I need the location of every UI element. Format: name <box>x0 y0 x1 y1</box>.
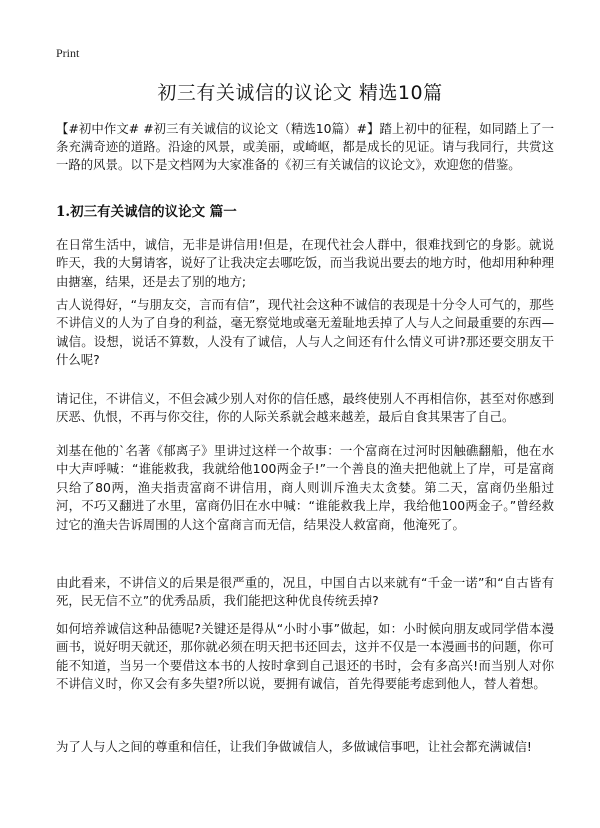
body-paragraph: 请记住，不讲信义，不但会减少别人对你的信任感，最终使别人不再相信你，甚至对你感到厌恶、仇恨，不再与你交往，你的人际关系就会越来越差，最后自食其果害了自己。 <box>56 391 554 425</box>
intro-paragraph: 【#初中作文# #初三有关诚信的议论文（精选10篇）#】踏上初中的征程，如同踏上了一条充满奇迹的道路。沿途的风景，或美丽，或崎岖，都是成长的见证。请与我同行，共赏这一路的风景。以下是文档网为大家准备的《初三有关诚信的议论文》，欢迎您的借鉴。 <box>56 121 554 172</box>
body-paragraph: 刘基在他的`名著《郁离子》里讲过这样一个故事：一个富商在过河时因触礁翻船，他在水中大声呼喊：“谁能救我，我就给他100两金子!”一个善良的渔夫把他就上了岸，可是富商只给了80两，渔夫指责富商不讲信用，商人则训斥渔夫太贪婪。第二天，富商仍坐船过河，不巧又翻进了水里，富商仍旧在水中喊：“谁能救我上岸，我给他100两金子。”曾经救过它的渔夫告诉周围的人这个富商言而无信，结果没人救富商，他淹死了。 <box>56 443 554 532</box>
body-paragraph: 为了人与人之间的尊重和信任，让我们争做诚信人，多做诚信事吧，让社会都充满诚信! <box>56 739 532 754</box>
print-link[interactable]: Print <box>56 46 80 60</box>
body-paragraph: 如何培养诚信这种品德呢?关键还是得从“小时小事”做起，如：小时候向朋友或同学借本漫画书，说好明天就还，那你就必须在明天把书还回去，这并不仅是一本漫画书的问题，你可能不知道，当另一个要借这本书的人按时拿到自己退还的书时，会有多高兴!而当别人对你不讲信义时，你又会有多失望?所以说，要拥有诚信，首先得要能考虑到他人，替人着想。 <box>56 621 554 692</box>
body-paragraph: 古人说得好，“与朋友交，言而有信”，现代社会这种不诚信的表现是十分令人可气的，那些不讲信义的人为了自身的利益，毫无察觉地或毫无羞耻地丢掉了人与人之间最重要的东西—诚信。设想，说话不算数，人没有了诚信，人与人之间还有什么情义可讲?那还要交朋友干什么呢? <box>56 297 554 368</box>
section-heading: 1.初三有关诚信的议论文 篇一 <box>56 204 237 220</box>
body-paragraph: 由此看来，不讲信义的后果是很严重的，况且，中国自古以来就有“千金一诺”和“自古皆有死，民无信不立”的优秀品质，我们能把这种优良传统丢掉? <box>56 575 554 609</box>
body-paragraph: 在日常生活中，诚信，无非是讲信用!但是，在现代社会人群中，很难找到它的身影。就说昨天，我的大舅请客，说好了让我决定去哪吃饭，而当我说出要去的地方时，他却用种种理由搪塞，结果，还是去了别的地方; <box>56 237 554 289</box>
page-title: 初三有关诚信的议论文 精选10篇 <box>157 82 443 104</box>
